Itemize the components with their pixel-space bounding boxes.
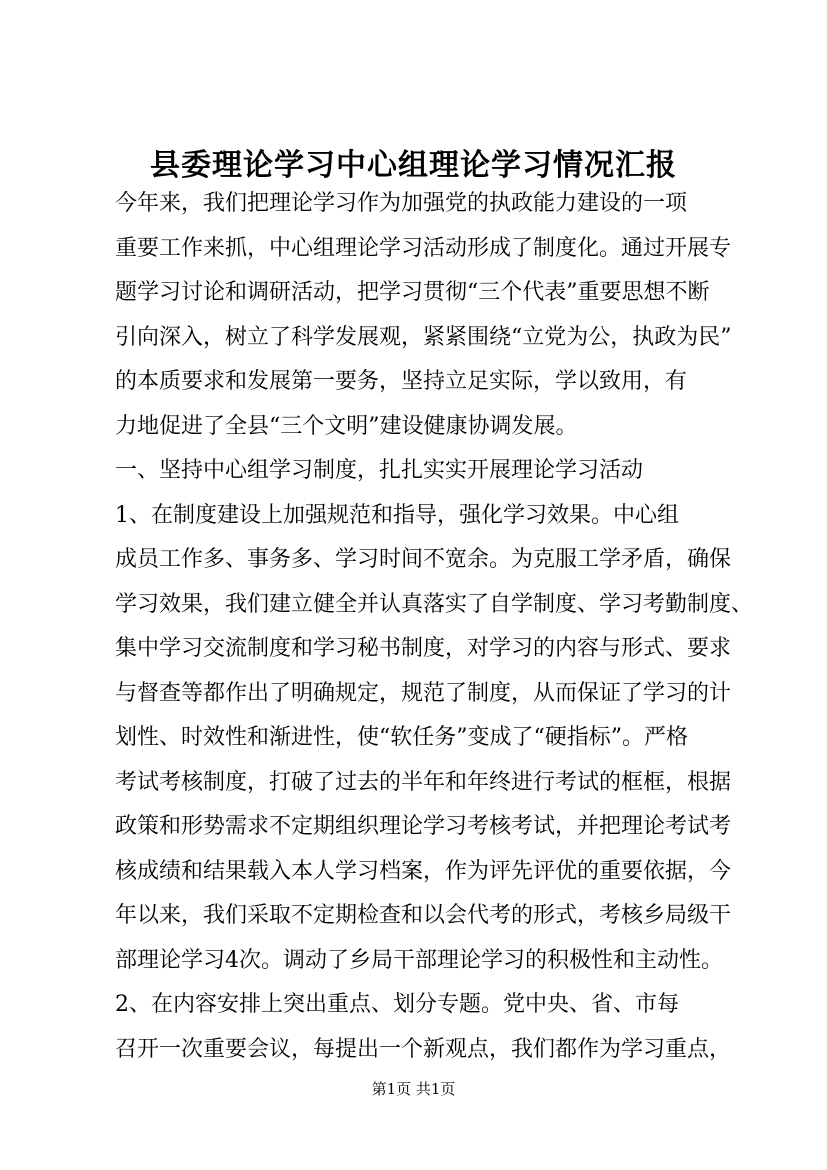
body-line: 集中学习交流制度和学习秘书制度，对学习的内容与形式、要求 (115, 636, 732, 661)
body-line: 引向深入，树立了科学发展观，紧紧围绕“立党为公，执政为民” (115, 324, 732, 350)
body-line: 核成绩和结果载入本人学习档案，作为评先评优的重要依据，今 (115, 858, 732, 884)
body-line: 2、在内容安排上突出重点、划分专题。党中央、省、市每 (115, 992, 679, 1017)
body-line: 考试考核制度，打破了过去的半年和年终进行考试的框框，根据 (115, 769, 732, 795)
body-line: 与督查等都作出了明确规定，规范了制度，从而保证了学习的计 (115, 680, 732, 706)
body-line: 力地促进了全县“三个文明”建设健康协调发展。 (115, 413, 578, 439)
body-line: 学习效果，我们建立健全并认真落实了自学制度、学习考勤制度、 (115, 591, 754, 617)
body-line: 部理论学习4次。调动了乡局干部理论学习的积极性和主动性。 (115, 947, 723, 973)
section-heading: 一、坚持中心组学习制度，扎扎实实开展理论学习活动 (115, 458, 644, 483)
body-line: 今年来，我们把理论学习作为加强党的执政能力建设的一项 (115, 191, 688, 216)
body-line: 题学习讨论和调研活动，把学习贯彻“三个代表”重要思想不断 (115, 280, 710, 305)
body-line: 的本质要求和发展第一要务，坚持立足实际，学以致用，有 (115, 369, 688, 394)
body-line: 划性、时效性和渐进性，使“软任务”变成了“硬指标”。严格 (115, 725, 688, 750)
page-number-footer: 第1页 共1页 (371, 1080, 456, 1098)
body-line: 重要工作来抓，中心组理论学习活动形成了制度化。通过开展专 (115, 235, 732, 261)
body-line: 1、在制度建设上加强规范和指导，强化学习效果。中心组 (115, 502, 679, 528)
body-line: 政策和形势需求不定期组织理论学习考核考试，并把理论考试考 (115, 814, 732, 839)
body-line: 成员工作多、事务多、学习时间不宽余。为克服工学矛盾，确保 (115, 547, 732, 572)
body-line: 年以来，我们采取不定期检查和以会代考的形式，考核乡局级干 (115, 903, 732, 928)
body-line: 召开一次重要会议，每提出一个新观点，我们都作为学习重点， (115, 1036, 732, 1062)
document-title: 县委理论学习中心组理论学习情况汇报 (150, 148, 677, 183)
